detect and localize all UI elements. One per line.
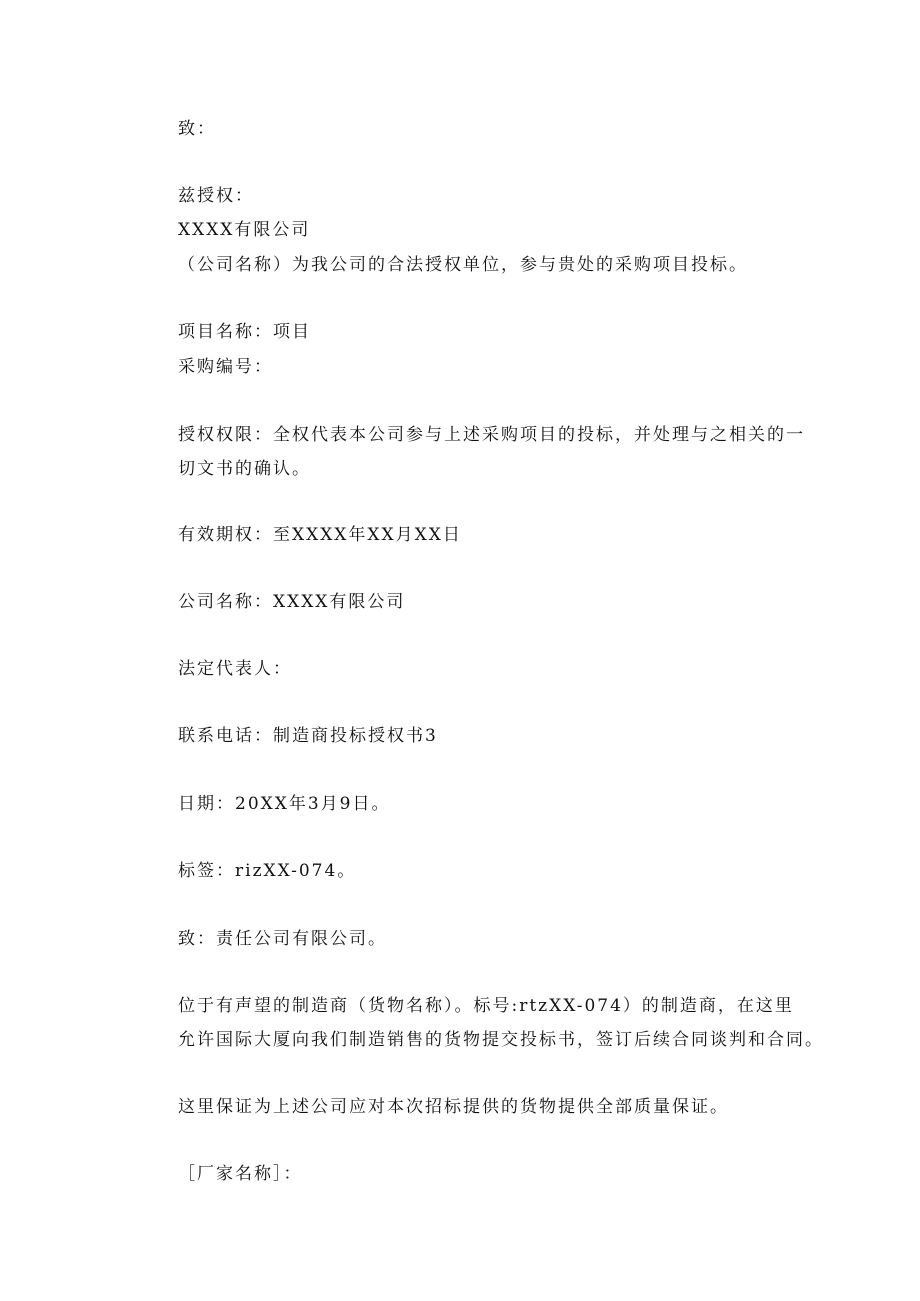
quality-guarantee: 这里保证为上述公司应对本次招标提供的货物提供全部质量保证。 [178,1097,729,1117]
hereby-authorize: 兹授权： [178,186,254,206]
to-company: 致：责任公司有限公司。 [178,929,387,949]
manufacturer-statement-line2: 允许国际大厦向我们制造销售的货物提交投标书，签订后续合同谈判和合同。 [178,1030,824,1050]
legal-representative: 法定代表人： [178,659,292,679]
company-placeholder: XXXX有限公司 [178,220,311,240]
to-label: 致： [178,119,216,139]
date-line: 日期：20XX年3月9日。 [178,794,391,814]
company-name: 公司名称：XXXX有限公司 [178,592,406,612]
authorization-scope-line2: 切文书的确认。 [178,459,311,479]
validity-period: 有效期权：至XXXX年XX月XX日 [178,525,462,545]
procurement-number: 采购编号： [178,357,273,377]
manufacturer-statement-line1: 位于有声望的制造商（货物名称）。标号:rtzXX-074）的制造商，在这里 [178,996,794,1016]
contact-phone: 联系电话：制造商投标授权书3 [178,726,438,746]
company-note: （公司名称）为我公司的合法授权单位，参与贵处的采购项目投标。 [178,255,748,275]
factory-name: ［厂家名称］： [178,1164,303,1184]
authorization-scope-line1: 授权权限：全权代表本公司参与上述采购项目的投标，并处理与之相关的一 [178,425,805,445]
tag-line: 标签：rizXX-074。 [178,861,357,881]
project-name: 项目名称：项目 [178,322,311,342]
